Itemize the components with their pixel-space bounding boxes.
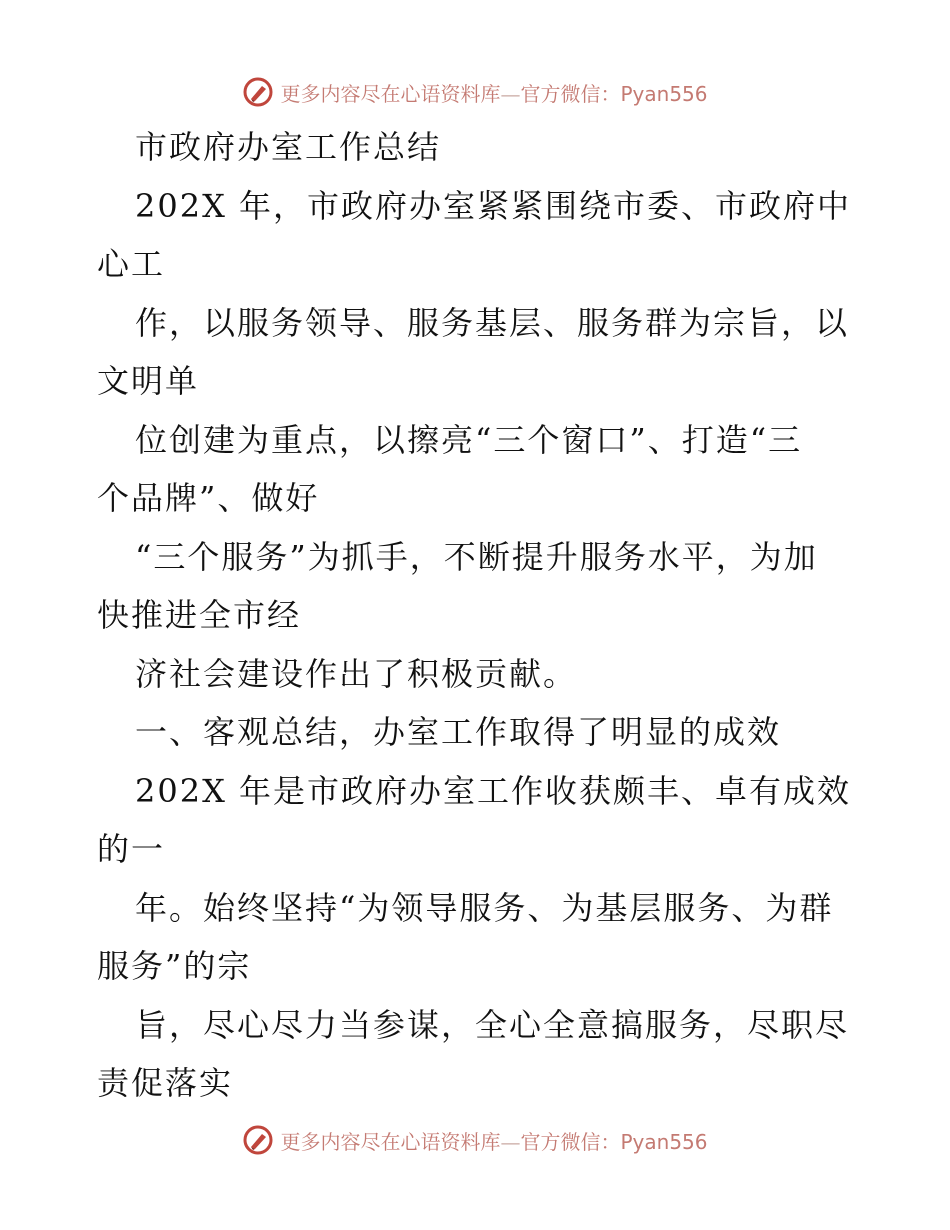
doc-line: 责促落实 <box>97 1064 234 1102</box>
watermark-wechat-id: Pyan556 <box>620 1129 708 1154</box>
doc-line: 的一 <box>97 830 166 868</box>
doc-line: 快推进全市经 <box>97 596 302 634</box>
pen-logo-icon <box>242 76 274 108</box>
watermark-wechat-label: 官方微信： <box>520 81 621 106</box>
doc-line: 旨，尽心尽力当参谋，全心全意搞服务，尽职尽 <box>135 1005 850 1044</box>
watermark-separator: — <box>500 81 521 106</box>
watermark-text <box>280 1126 707 1155</box>
document-body <box>97 118 857 1113</box>
doc-line: “三个服务”为抓手，不断提升服务水平，为加 <box>135 537 818 576</box>
doc-line: 个品牌”、做好 <box>97 479 320 517</box>
doc-line: 心工 <box>97 245 166 283</box>
watermark-site-text: 更多内容尽在心语资料库 <box>280 81 501 106</box>
pen-logo-icon <box>242 1124 274 1156</box>
doc-line: 济社会建设作出了积极贡献。 <box>135 654 578 693</box>
watermark-wechat-id: Pyan556 <box>620 81 708 106</box>
doc-line: 市政府办室工作总结 <box>135 128 442 166</box>
doc-line: 服务”的宗 <box>97 947 252 985</box>
doc-line: 一、客观总结，办室工作取得了明显的成效 <box>135 713 782 751</box>
doc-line: 年。始终坚持“为领导服务、为基层服务、为群 <box>135 888 834 927</box>
doc-line: 202X 年是市政府办室工作收获颇丰、卓有成效 <box>135 771 852 810</box>
watermark-site-text: 更多内容尽在心语资料库 <box>280 1129 501 1154</box>
doc-line: 位创建为重点，以擦亮“三个窗口”、打造“三 <box>135 420 803 459</box>
header-watermark <box>0 72 950 112</box>
watermark-wechat-label: 官方微信： <box>520 1129 621 1154</box>
footer-watermark <box>0 1120 950 1160</box>
doc-line: 作，以服务领导、服务基层、服务群为宗旨，以 <box>135 303 850 342</box>
doc-line: 202X 年，市政府办室紧紧围绕市委、市政府中 <box>135 186 852 225</box>
watermark-text <box>280 78 707 107</box>
doc-line: 文明单 <box>97 362 200 400</box>
watermark-separator: — <box>500 1129 521 1154</box>
